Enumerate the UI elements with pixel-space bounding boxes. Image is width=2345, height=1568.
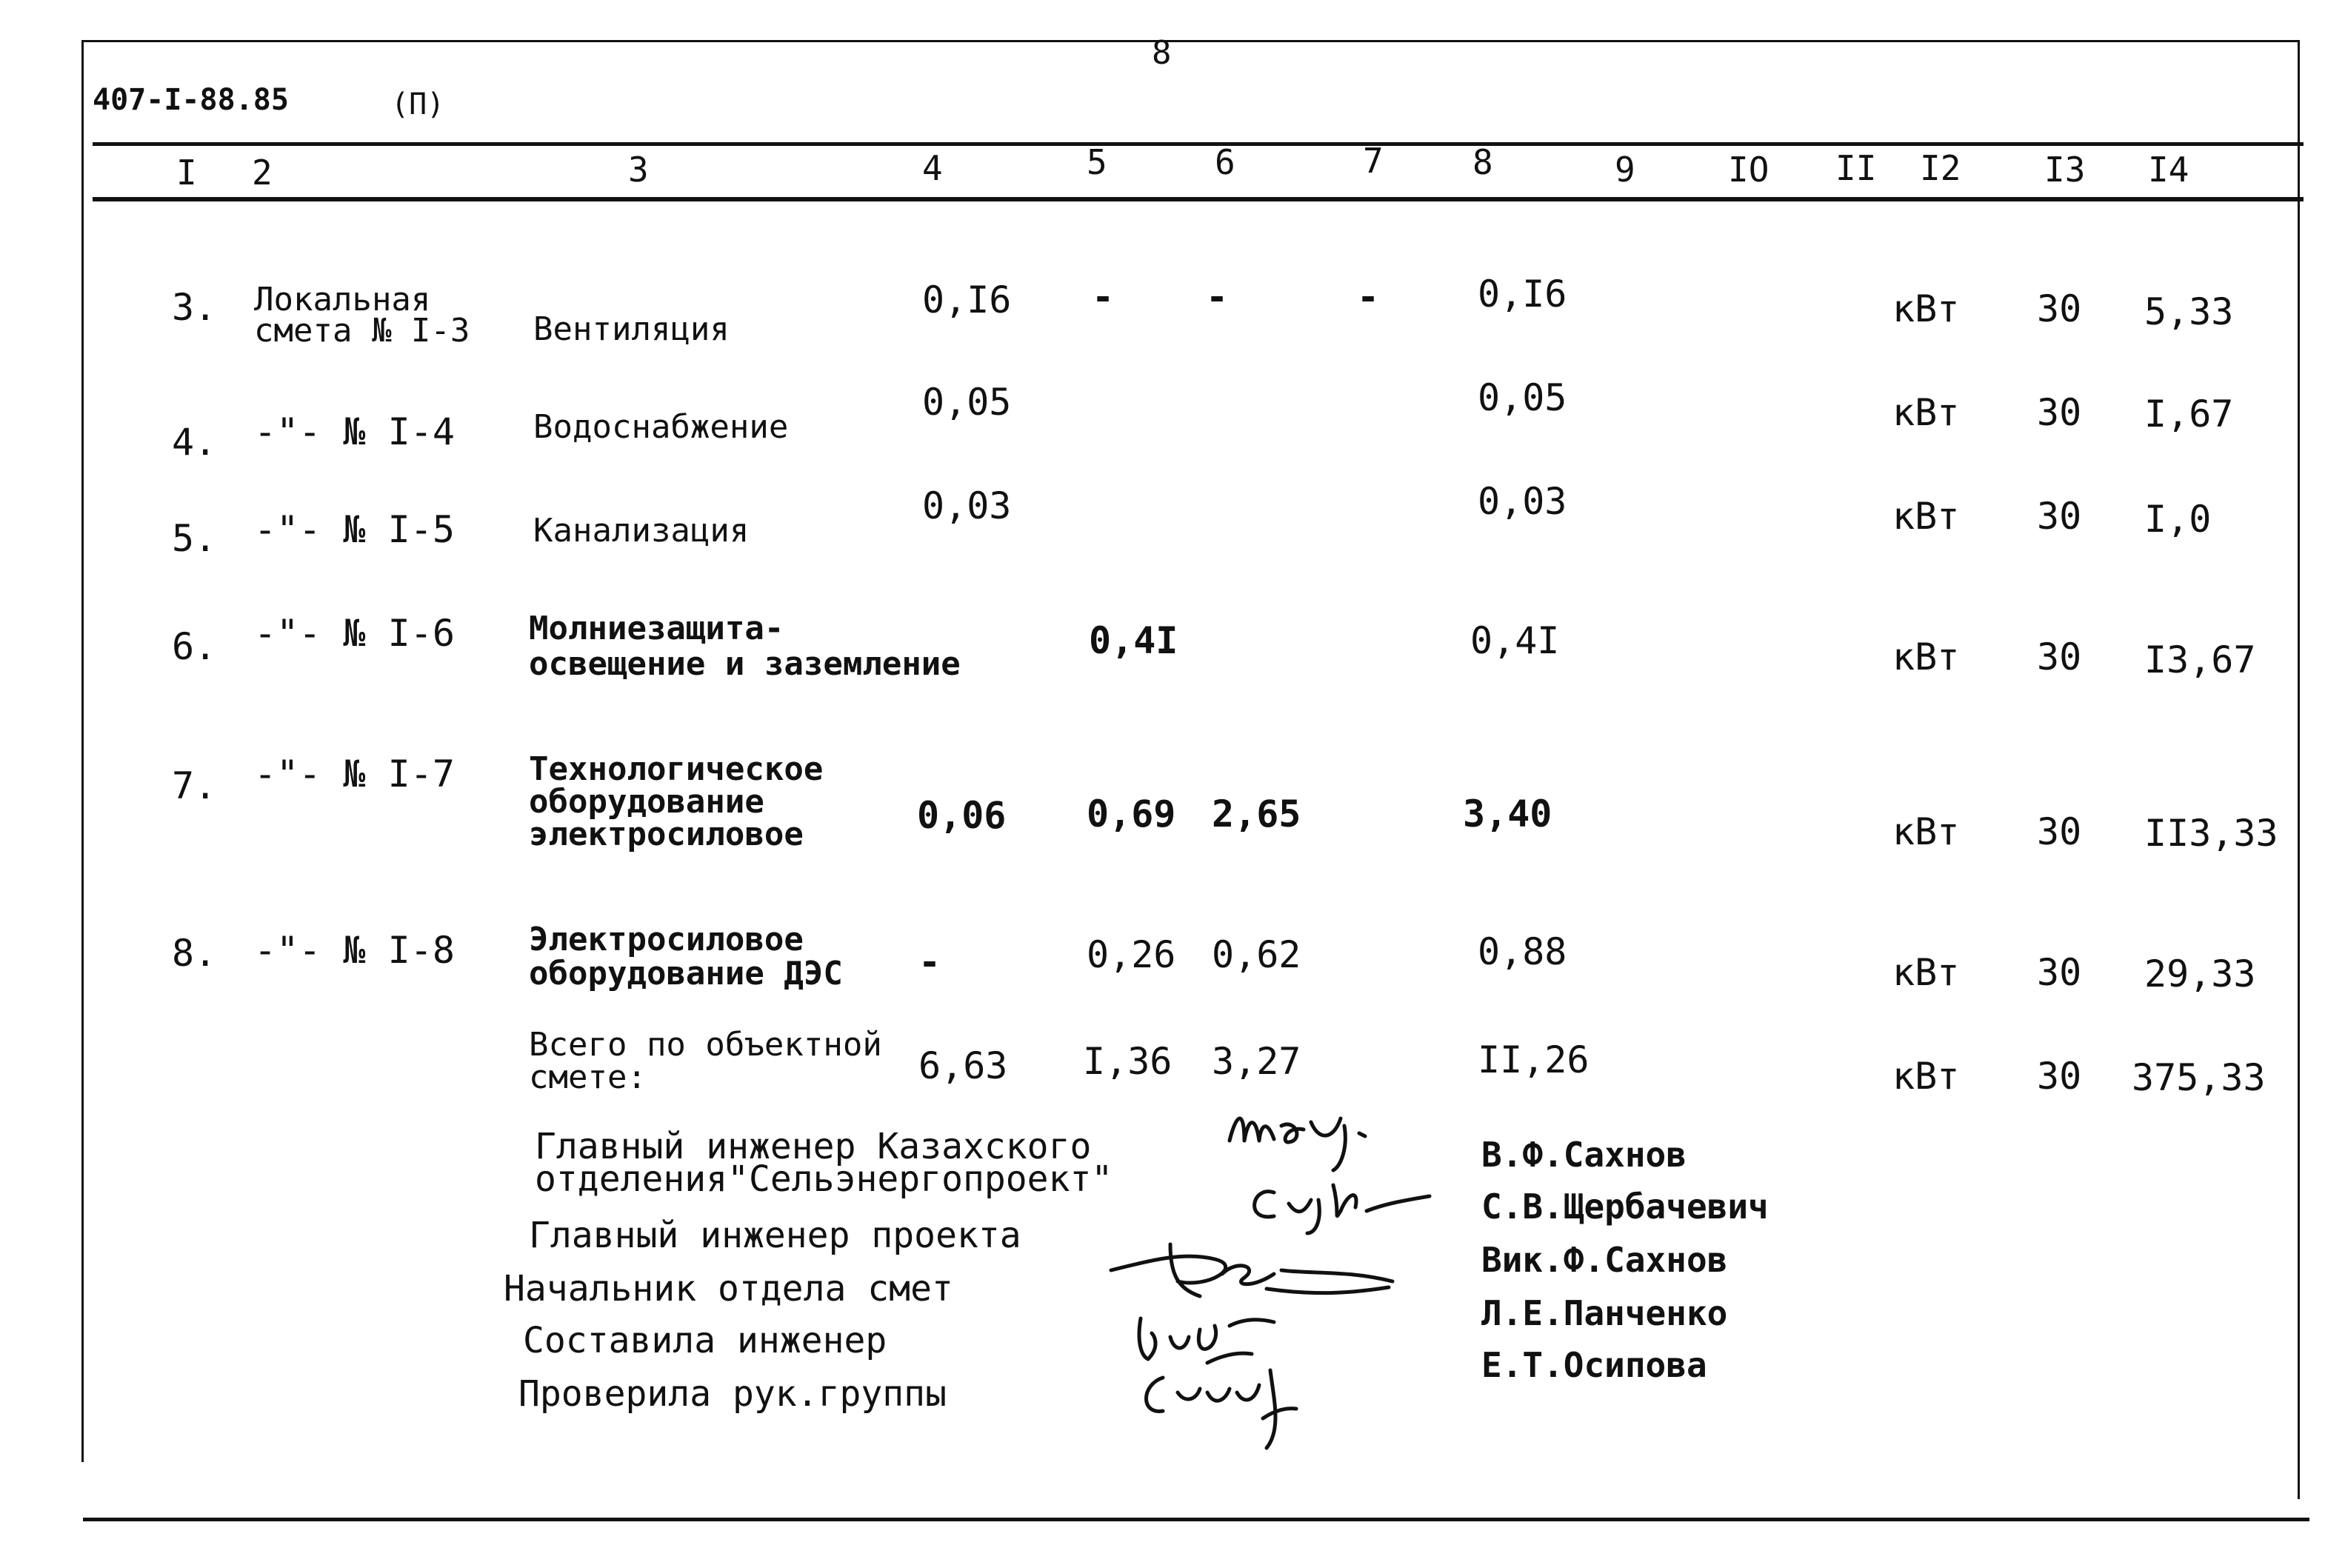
cell-unit: кВт [1892, 391, 1960, 434]
row-number: 3. [172, 286, 217, 329]
handwritten-signature [1215, 1096, 1407, 1178]
cell-col13: 30 [2037, 495, 2082, 538]
column-header: 4 [922, 148, 943, 188]
header-bottom-rule [93, 197, 2304, 201]
signer-role: отделения"Сельэнергопроект" [535, 1158, 1113, 1200]
estimate-doc: Локальная [254, 281, 431, 318]
cell-unit: кВт [1892, 495, 1960, 538]
cell-col13: 30 [2037, 635, 2082, 678]
cell-col6: 2,65 [1212, 793, 1301, 835]
cell-col4: - [918, 941, 941, 984]
work-name: Водоснабжение [533, 408, 789, 446]
row-number: 5. [172, 517, 217, 560]
column-header: 5 [1087, 142, 1107, 182]
cell-col7: - [1357, 276, 1380, 318]
column-header: 9 [1615, 150, 1635, 190]
cell-col5: - [1092, 276, 1115, 318]
estimate-doc: смета № I-3 [254, 312, 470, 350]
estimate-doc: -"- № I-5 [254, 508, 455, 551]
cell-col8: 0,05 [1478, 376, 1567, 419]
estimate-doc: -"- № I-6 [254, 612, 455, 655]
cell-col13: 30 [2037, 1055, 2082, 1098]
cell-col4: 6,63 [918, 1044, 1008, 1087]
cell-col5: I,36 [1083, 1040, 1172, 1083]
cell-col14: 29,33 [2144, 953, 2256, 995]
handwritten-signature [1230, 1170, 1437, 1237]
signer-name: Л.Е.Панченко [1481, 1293, 1728, 1333]
work-name: Канализация [533, 512, 750, 550]
column-header: 8 [1472, 142, 1493, 182]
signer-role: Начальник отдела смет [504, 1268, 953, 1310]
work-name: Электросиловое [529, 921, 804, 958]
column-header: 7 [1363, 141, 1384, 181]
column-header: 3 [628, 150, 649, 190]
cell-col8: 0,03 [1478, 480, 1567, 523]
cell-unit: кВт [1892, 287, 1960, 330]
cell-col13: 30 [2037, 287, 2082, 330]
signer-role: Составила инженер [523, 1320, 887, 1361]
signer-name: Е.Т.Осипова [1481, 1345, 1707, 1385]
column-header: I2 [1920, 148, 1961, 188]
cell-col4: 0,05 [922, 381, 1012, 424]
handwritten-signature [1126, 1348, 1333, 1459]
left-border [81, 40, 84, 1462]
column-header: I3 [2044, 150, 2086, 190]
cell-col13: 30 [2037, 810, 2082, 853]
cell-col8: 0,4I [1470, 619, 1560, 662]
row-number: 6. [172, 625, 217, 668]
work-name: освещение и заземление [529, 645, 961, 683]
cell-col8: 3,40 [1463, 793, 1552, 835]
signer-name: Вик.Ф.Сахнов [1481, 1240, 1728, 1280]
cell-unit: кВт [1892, 635, 1960, 678]
estimate-doc: -"- № I-4 [254, 410, 455, 453]
cell-unit: кВт [1892, 1055, 1960, 1098]
signer-role: Главный инженер Казахского [535, 1126, 1092, 1167]
top-border [81, 40, 2300, 42]
right-border [2298, 40, 2300, 1499]
cell-col14: I3,67 [2144, 638, 2256, 681]
cell-col4: 0,03 [922, 484, 1012, 527]
cell-col13: 30 [2037, 391, 2082, 434]
cell-col8: 0,I6 [1478, 273, 1567, 316]
document-mark: (П) [391, 87, 445, 121]
page-number: 8 [1152, 34, 1172, 72]
row-number: 4. [172, 421, 217, 464]
column-header: II [1835, 148, 1877, 188]
cell-col6: 0,62 [1212, 933, 1301, 976]
cell-col6: 3,27 [1212, 1040, 1301, 1083]
signer-role: Проверила рук.группы [518, 1373, 947, 1415]
cell-col14: I,67 [2144, 393, 2234, 436]
work-name: Вентиляция [533, 310, 730, 348]
signer-name: С.В.Щербачевич [1481, 1187, 1769, 1227]
cell-col13: 30 [2037, 951, 2082, 994]
cell-unit: кВт [1892, 810, 1960, 853]
row-number: 8. [172, 932, 217, 975]
column-header: IO [1728, 150, 1769, 190]
column-header: 6 [1215, 142, 1235, 182]
cell-col6: - [1206, 276, 1229, 318]
cell-col14: I,0 [2144, 498, 2212, 541]
cell-col4: 0,I6 [922, 278, 1012, 321]
column-header: I [176, 153, 197, 193]
work-name: электросиловое [529, 815, 804, 853]
row-number: 7. [172, 764, 217, 807]
cell-col14: II3,33 [2144, 812, 2278, 855]
cell-col5: 0,26 [1087, 933, 1176, 976]
header-top-rule [93, 142, 2304, 146]
cell-col4: 0,06 [917, 794, 1007, 837]
column-header: 2 [252, 153, 273, 193]
footer-rule [83, 1518, 2309, 1521]
cell-col5: 0,4I [1089, 619, 1178, 662]
column-header: I4 [2148, 150, 2189, 190]
estimate-doc: -"- № I-7 [254, 753, 455, 795]
document-code: 407-I-88.85 [93, 83, 289, 117]
total-label: смете: [529, 1058, 647, 1096]
cell-unit: кВт [1892, 951, 1960, 994]
work-name: оборудование [529, 783, 764, 821]
work-name: Технологическое [529, 750, 824, 788]
cell-col8: 0,88 [1478, 930, 1567, 973]
cell-col14: 375,33 [2132, 1056, 2266, 1099]
signer-role: Главный инженер проекта [529, 1215, 1021, 1256]
cell-col5: 0,69 [1087, 793, 1176, 835]
cell-col8: II,26 [1478, 1038, 1590, 1081]
work-name: Молниезащита- [529, 610, 784, 647]
signer-name: В.Ф.Сахнов [1481, 1135, 1687, 1175]
total-label: Всего по объектной [529, 1026, 882, 1064]
cell-col14: 5,33 [2144, 290, 2234, 333]
work-name: оборудование ДЭС [529, 955, 843, 992]
estimate-doc: -"- № I-8 [254, 929, 455, 972]
